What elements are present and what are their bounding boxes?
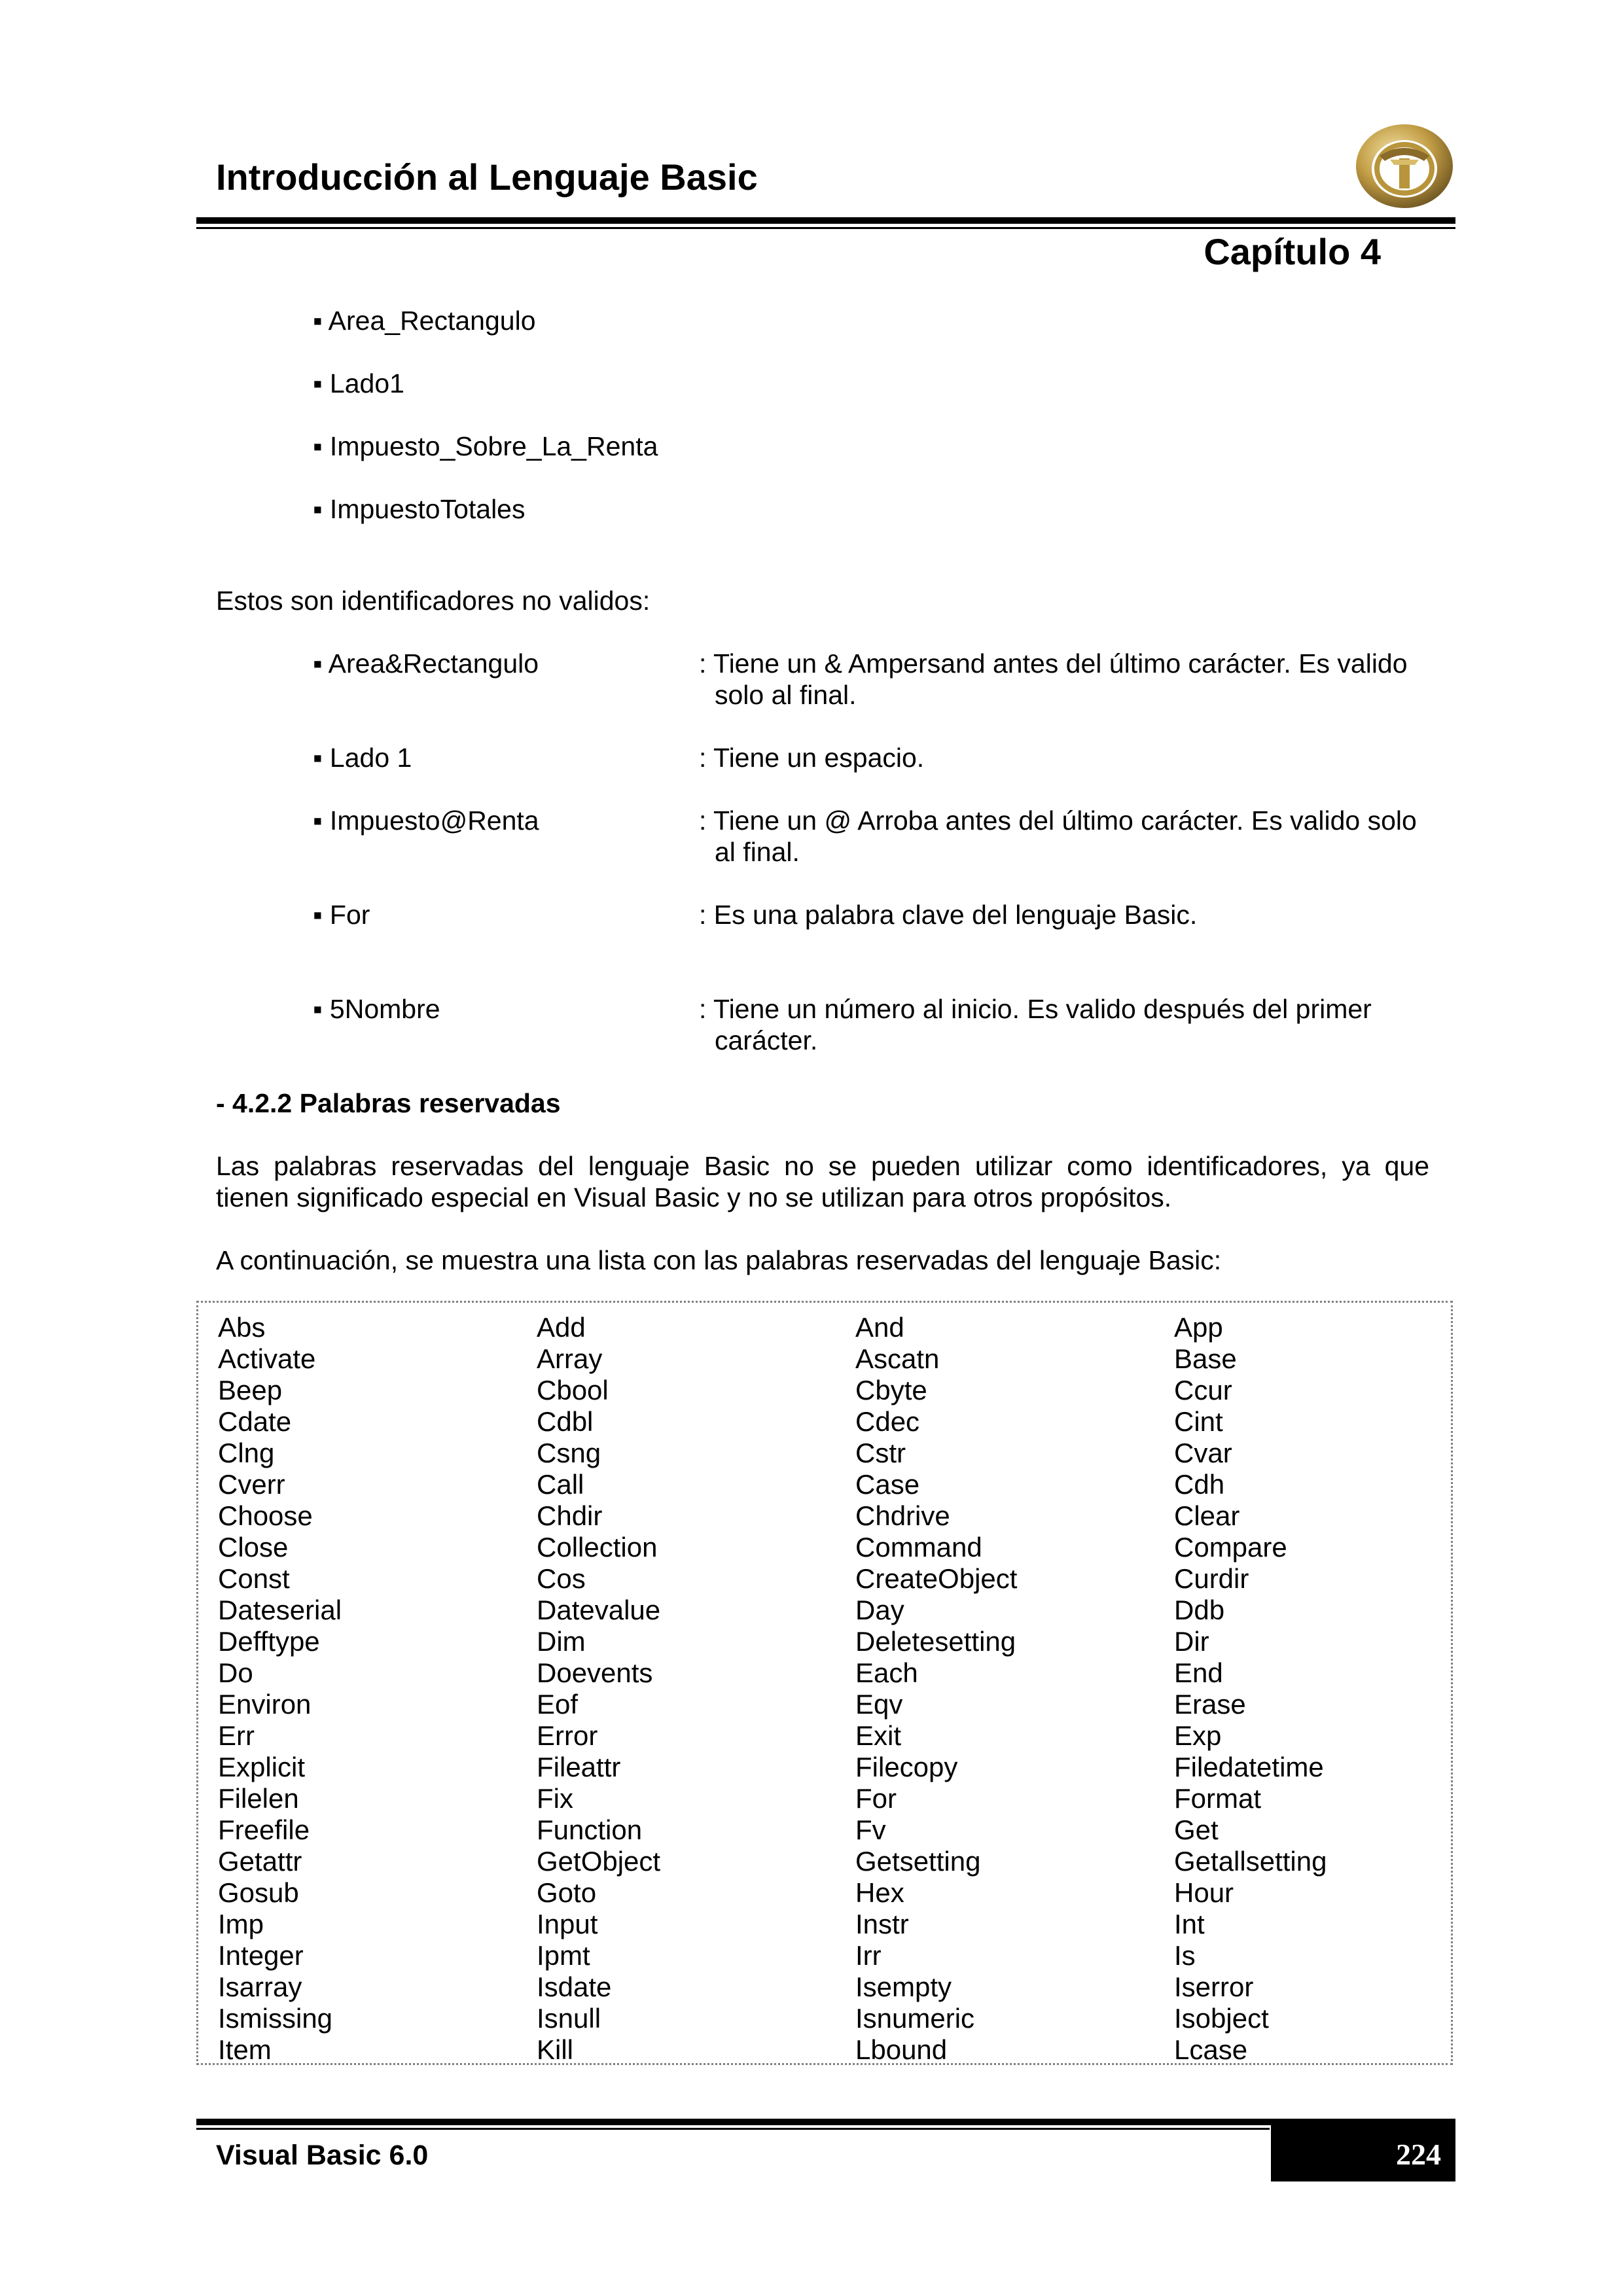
reserved-word: Irr bbox=[855, 1940, 882, 1971]
reserved-word: Dateserial bbox=[218, 1595, 342, 1625]
reserved-word: Ascatn bbox=[855, 1343, 940, 1374]
reserved-word: Call bbox=[537, 1469, 584, 1500]
reserved-word: Csng bbox=[537, 1438, 601, 1468]
reserved-word: Environ bbox=[218, 1689, 312, 1720]
reserved-word: Defftype bbox=[218, 1626, 320, 1657]
reserved-word: Format bbox=[1174, 1783, 1262, 1814]
reserved-word: Dim bbox=[537, 1626, 586, 1657]
reserved-word: Hour bbox=[1174, 1877, 1234, 1908]
section-paragraph-line: Las palabras reservadas del lenguaje Basic no se pueden utilizar como identificadores, ya que bbox=[216, 1151, 1429, 1181]
reserved-word: Kill bbox=[537, 2034, 574, 2065]
list-item: ▪ Impuesto_Sobre_La_Renta bbox=[313, 431, 658, 461]
reserved-word: Eof bbox=[537, 1689, 579, 1720]
reserved-word: Getsetting bbox=[855, 1846, 981, 1877]
reserved-word: Filecopy bbox=[855, 1752, 958, 1782]
reserved-word: Iserror bbox=[1174, 1971, 1254, 2002]
reserved-word: Eqv bbox=[855, 1689, 903, 1720]
reserved-word: Ddb bbox=[1174, 1595, 1225, 1625]
reserved-words-grid bbox=[218, 1312, 1493, 2066]
reserved-word: Filedatetime bbox=[1174, 1752, 1324, 1782]
reserved-word: Fv bbox=[855, 1814, 886, 1845]
reserved-word: Erase bbox=[1174, 1689, 1246, 1720]
reserved-word: Is bbox=[1174, 1940, 1196, 1971]
page-number-box bbox=[1271, 2125, 1455, 2181]
reserved-word: Isnumeric bbox=[855, 2003, 975, 2034]
reserved-word: Integer bbox=[218, 1940, 304, 1971]
reserved-word: Case bbox=[855, 1469, 920, 1500]
reserved-word: Cos bbox=[537, 1563, 586, 1594]
reserved-word: Error bbox=[537, 1720, 598, 1751]
document-header-title: Introducción al Lenguaje Basic bbox=[216, 156, 758, 198]
header-rule-thick bbox=[196, 217, 1455, 224]
reserved-word: Imp bbox=[218, 1909, 264, 1939]
reserved-word: Fileattr bbox=[537, 1752, 621, 1782]
reserved-word: Isarray bbox=[218, 1971, 302, 2002]
footer-rule-thin bbox=[196, 2128, 1270, 2130]
reserved-word: And bbox=[855, 1312, 904, 1343]
reserved-word: Add bbox=[537, 1312, 586, 1343]
footer-rule-thick bbox=[196, 2119, 1455, 2125]
chapter-label: Capítulo 4 bbox=[1204, 231, 1381, 272]
reserved-word: Isempty bbox=[855, 1971, 952, 2002]
reserved-word: End bbox=[1174, 1657, 1223, 1688]
reserved-word: Datevalue bbox=[537, 1595, 661, 1625]
reserved-word: Function bbox=[537, 1814, 643, 1845]
reserved-word: Getattr bbox=[218, 1846, 302, 1877]
reserved-word: Abs bbox=[218, 1312, 266, 1343]
reserved-word: Instr bbox=[855, 1909, 909, 1939]
reserved-word: Const bbox=[218, 1563, 290, 1594]
reserved-word: Ccur bbox=[1174, 1375, 1232, 1405]
reserved-words-box bbox=[196, 1301, 1453, 2065]
reserved-word: Each bbox=[855, 1657, 918, 1688]
reserved-word: Do bbox=[218, 1657, 253, 1688]
reserved-word: Base bbox=[1174, 1343, 1237, 1374]
list-item: ▪ Area_Rectangulo bbox=[313, 306, 536, 336]
reserved-word: Beep bbox=[218, 1375, 283, 1405]
reserved-word: Explicit bbox=[218, 1752, 306, 1782]
reserved-word: Cbyte bbox=[855, 1375, 927, 1405]
reserved-word: Dir bbox=[1174, 1626, 1209, 1657]
reserved-word: Day bbox=[855, 1595, 904, 1625]
header-rule-thin bbox=[196, 227, 1455, 229]
reserved-word: Cdec bbox=[855, 1406, 920, 1437]
invalid-identifier: ▪ For bbox=[313, 900, 370, 930]
reserved-word: Isnull bbox=[537, 2003, 601, 2034]
reserved-word: Ismissing bbox=[218, 2003, 333, 2034]
reserved-word: Isdate bbox=[537, 1971, 612, 2002]
reserved-word: GetObject bbox=[537, 1846, 661, 1877]
reserved-word: Doevents bbox=[537, 1657, 653, 1688]
invalid-identifier: ▪ Lado 1 bbox=[313, 743, 412, 773]
reserved-word: Array bbox=[537, 1343, 603, 1374]
reserved-word: For bbox=[855, 1783, 897, 1814]
reserved-word: Freefile bbox=[218, 1814, 310, 1845]
reserved-word: Getallsetting bbox=[1174, 1846, 1327, 1877]
reserved-word: Clear bbox=[1174, 1500, 1240, 1531]
section-paragraph-line: tienen significado especial en Visual Basic y no se utilizan para otros propósitos. bbox=[216, 1182, 1172, 1212]
section-heading: - 4.2.2 Palabras reservadas bbox=[216, 1088, 561, 1118]
reserved-word: Command bbox=[855, 1532, 982, 1563]
invalid-identifiers-intro: Estos son identificadores no validos: bbox=[216, 586, 651, 616]
reserved-word: Hex bbox=[855, 1877, 904, 1908]
reserved-word: Deletesetting bbox=[855, 1626, 1016, 1657]
reserved-word: Compare bbox=[1174, 1532, 1287, 1563]
reserved-word: Lbound bbox=[855, 2034, 948, 2065]
invalid-identifier: ▪ Area&Rectangulo bbox=[313, 648, 539, 679]
reserved-word: App bbox=[1174, 1312, 1223, 1343]
publisher-logo bbox=[1353, 122, 1455, 211]
reserved-word: Isobject bbox=[1174, 2003, 1269, 2034]
reserved-word: Lcase bbox=[1174, 2034, 1248, 2065]
reserved-word: Activate bbox=[218, 1343, 316, 1374]
invalid-reason: : Tiene un número al inicio. Es valido después del primer carácter. bbox=[699, 994, 1372, 1055]
reserved-word: Gosub bbox=[218, 1877, 299, 1908]
invalid-reason: : Tiene un espacio. bbox=[699, 743, 925, 773]
reserved-word: Ipmt bbox=[537, 1940, 590, 1971]
reserved-word: Goto bbox=[537, 1877, 597, 1908]
reserved-word: Cint bbox=[1174, 1406, 1223, 1437]
reserved-word: Cstr bbox=[855, 1438, 906, 1468]
invalid-reason: : Es una palabra clave del lenguaje Basic. bbox=[699, 900, 1198, 930]
reserved-word: Cdh bbox=[1174, 1469, 1225, 1500]
reserved-word: Int bbox=[1174, 1909, 1205, 1939]
list-item: ▪ ImpuestoTotales bbox=[313, 494, 526, 524]
list-item: ▪ Lado1 bbox=[313, 368, 404, 398]
reserved-word: Input bbox=[537, 1909, 598, 1939]
invalid-reason: : Tiene un @ Arroba antes del último carácter. Es valido solo al final. bbox=[699, 805, 1417, 867]
reserved-word: Cverr bbox=[218, 1469, 285, 1500]
reserved-word: Exit bbox=[855, 1720, 902, 1751]
valid-identifiers-list bbox=[313, 305, 658, 556]
reserved-word: Choose bbox=[218, 1500, 313, 1531]
reserved-word: Err bbox=[218, 1720, 255, 1751]
reserved-word: Cvar bbox=[1174, 1438, 1232, 1468]
footer-label: Visual Basic 6.0 bbox=[216, 2140, 429, 2171]
reserved-word: Chdrive bbox=[855, 1500, 950, 1531]
invalid-identifier: ▪ Impuesto@Renta bbox=[313, 805, 539, 836]
reserved-word: Exp bbox=[1174, 1720, 1222, 1751]
reserved-word: Cbool bbox=[537, 1375, 609, 1405]
reserved-word: Fix bbox=[537, 1783, 573, 1814]
reserved-word: CreateObject bbox=[855, 1563, 1018, 1594]
reserved-word: Cdbl bbox=[537, 1406, 594, 1437]
reserved-word: Clng bbox=[218, 1438, 275, 1468]
page-number: 224 bbox=[1396, 2138, 1441, 2171]
invalid-identifier: ▪ 5Nombre bbox=[313, 994, 440, 1024]
reserved-word: Chdir bbox=[537, 1500, 603, 1531]
reserved-word: Filelen bbox=[218, 1783, 299, 1814]
reserved-word: Cdate bbox=[218, 1406, 292, 1437]
reserved-word: Curdir bbox=[1174, 1563, 1249, 1594]
reserved-word: Close bbox=[218, 1532, 289, 1563]
invalid-reason: : Tiene un & Ampersand antes del último carácter. Es valido solo al final. bbox=[699, 648, 1408, 710]
reserved-word: Get bbox=[1174, 1814, 1219, 1845]
reserved-word: Item bbox=[218, 2034, 272, 2065]
reserved-word: Collection bbox=[537, 1532, 658, 1563]
section-paragraph: A continuación, se muestra una lista con las palabras reservadas del lenguaje Basic: bbox=[216, 1245, 1222, 1275]
